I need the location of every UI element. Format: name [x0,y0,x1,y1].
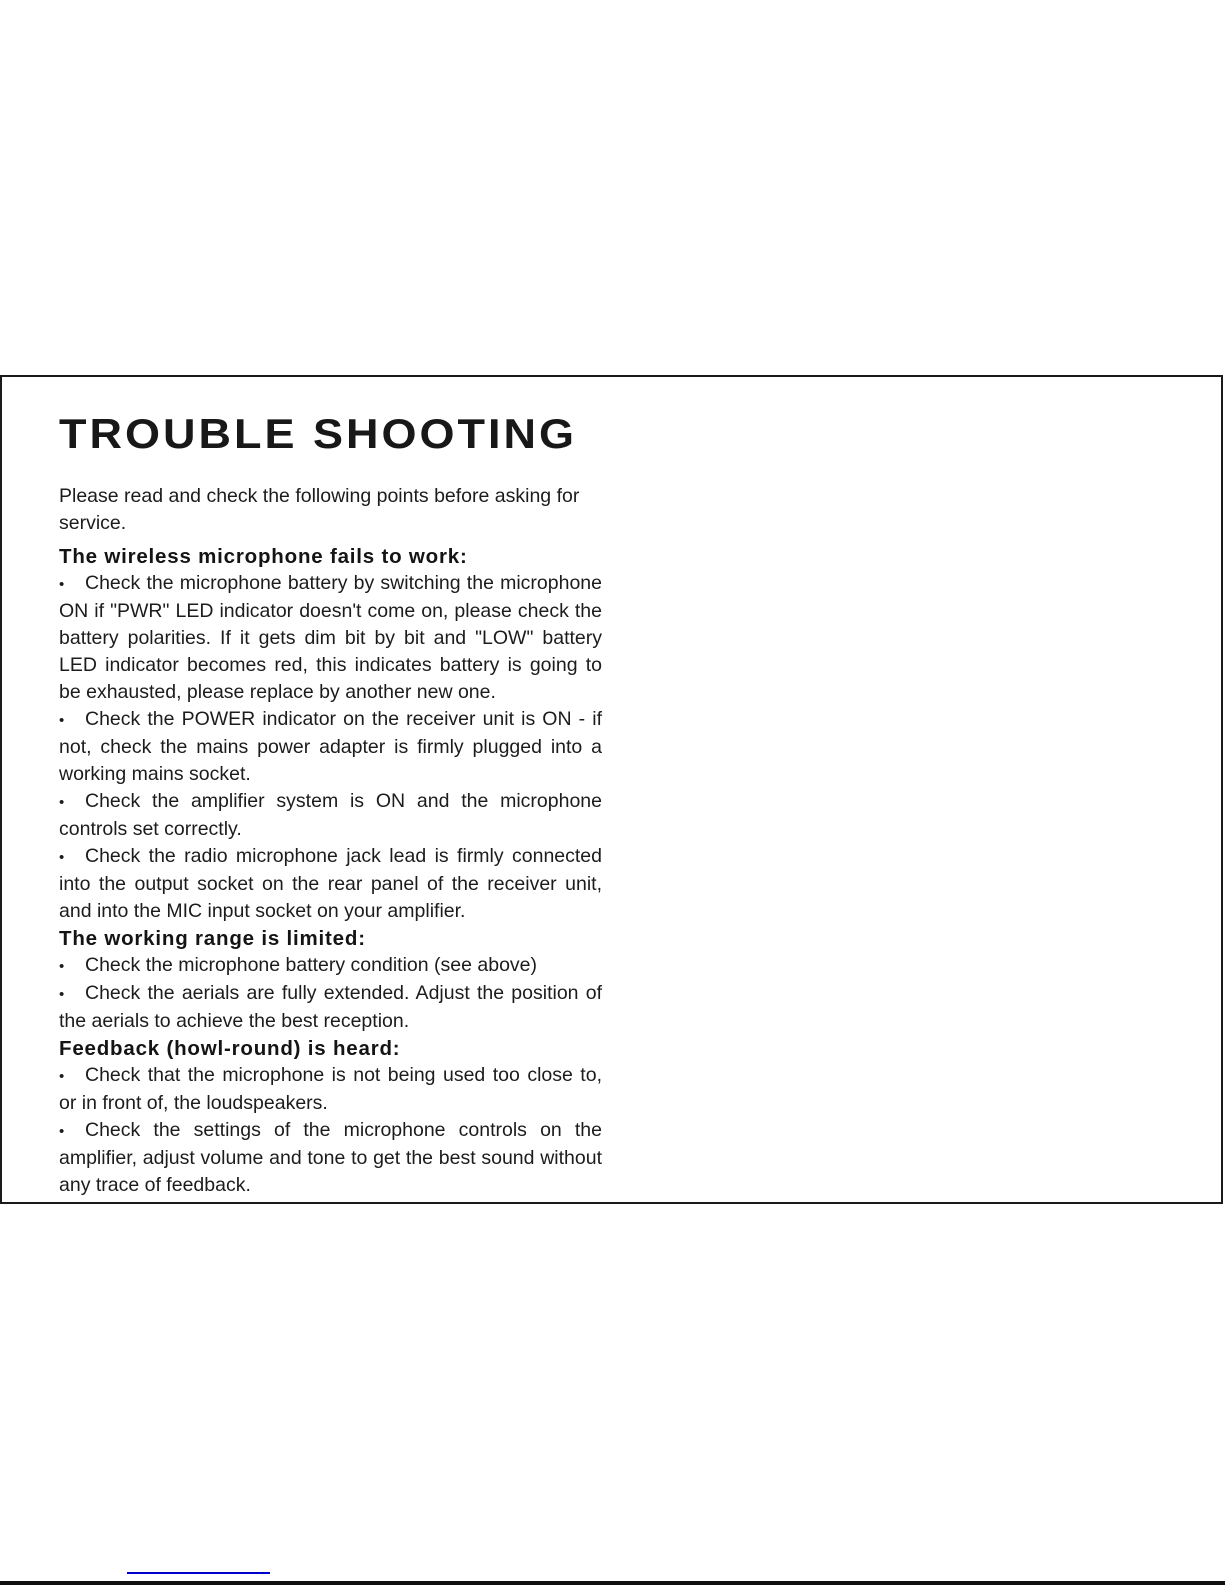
bullet-item [59,952,602,980]
bullet-marker: • [59,712,65,729]
bullet-marker: • [59,1068,65,1085]
bullet-item [59,1117,602,1199]
bullet-marker: • [59,794,65,811]
bullet-item [59,1062,602,1117]
bullet-text: Check the settings of the microphone controls on the amplifier, adjust volume and tone to get the best sound without any trace of feedback. [59,1119,602,1196]
page-title: TROUBLE SHOOTING [59,410,577,458]
bottom-page-rule [0,1581,1225,1585]
bullet-marker: • [59,849,65,866]
section-heading: The working range is limited: [59,927,366,950]
bullet-marker: • [59,1123,65,1140]
bullet-text: Check the amplifier system is ON and the microphone controls set correctly. [59,790,602,840]
bullet-item [59,980,602,1035]
bullet-marker: • [59,576,65,593]
bullet-item [59,570,602,706]
section-working-range [59,925,602,1035]
section-heading: Feedback (howl-round) is heard: [59,1037,401,1060]
bullet-text: Check that the microphone is not being used too close to, or in front of, the loudspeakers. [59,1064,602,1114]
bullet-text: Check the microphone battery condition (see above) [85,954,538,976]
panel-content [59,410,602,1199]
bullet-marker: • [59,986,65,1003]
trouble-shooting-panel [0,375,1223,1204]
section-mic-fails-to-work [59,543,602,925]
bullet-text: Check the POWER indicator on the receiver unit is ON - if not, check the mains power adapter is firmly plugged into a working mains socket. [59,708,602,785]
bullet-item [59,706,602,788]
bullet-item [59,843,602,925]
bullet-text: Check the aerials are fully extended. Adjust the position of the aerials to achieve the best reception. [59,982,602,1032]
section-feedback [59,1035,602,1199]
bullet-text: Check the microphone battery by switching the microphone ON if "PWR" LED indicator doesn't come on, please check the battery polarities. If it gets dim bit by bit and "LOW" battery LED indicator becomes red, this indicates battery is going to be exhausted, please replace by another new one. [59,572,602,703]
intro-text: Please read and check the following points before asking for service. [59,485,580,534]
footer-link-underline[interactable] [127,1572,270,1574]
bullet-item [59,788,602,843]
section-heading: The wireless microphone fails to work: [59,545,468,568]
bullet-text: Check the radio microphone jack lead is firmly connected into the output socket on the rear panel of the receiver unit, and into the MIC input socket on your amplifier. [59,845,602,922]
bullet-marker: • [59,958,65,975]
